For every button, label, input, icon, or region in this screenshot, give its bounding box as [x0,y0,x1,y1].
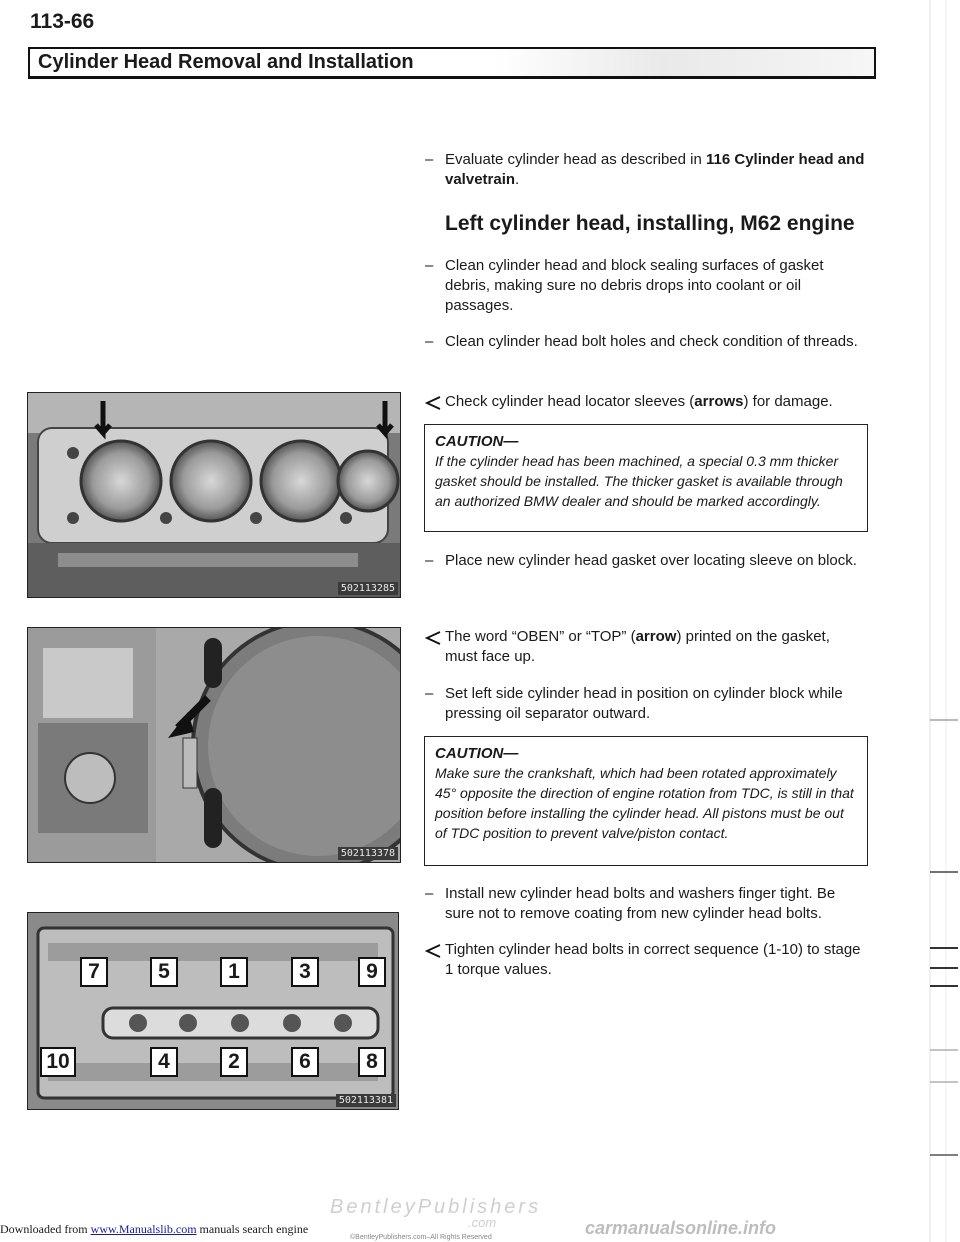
figure-pointer-icon [425,631,441,645]
photo-head-gasket [27,627,401,863]
bolt-number-label: 3 [291,957,319,987]
dash-bullet: – [425,885,434,902]
figure-pointer-icon [425,944,441,958]
photo-code: 502113378 [338,847,398,860]
bolt-number-label: 1 [220,957,248,987]
site-watermark: carmanualsonline.info [585,1218,777,1238]
photo-code: 502113285 [338,582,398,595]
reference-link: 116 Cylinder head and valvetrain [445,151,865,188]
bolt-number-label: 6 [291,1047,319,1077]
gasket-illustration [28,628,401,863]
download-footer: Downloaded from www.Manualslib.com manuals search engine [0,1222,309,1236]
dash-bullet: – [425,685,434,702]
engine-block-illustration [28,393,401,598]
page-title: Cylinder Head Removal and Installation [38,51,414,73]
dash-bullet: – [425,552,434,569]
bolt-number-label: 2 [220,1047,248,1077]
caution-title: CAUTION— [435,433,519,450]
bolt-number-label: 8 [358,1047,386,1077]
dash-bullet: – [425,333,434,350]
dash-bullet: – [425,151,434,168]
bolt-number-label: 10 [40,1047,76,1077]
bolt-number-label: 4 [150,1047,178,1077]
photo-code: 502113381 [336,1094,396,1107]
cylinder-head-illustration [28,913,399,1110]
bolt-number-label: 9 [358,957,386,987]
publisher-watermark: BentleyPublishers [330,1196,542,1218]
caution-title: CAUTION— [435,745,519,762]
bolt-number-label: 7 [80,957,108,987]
caution-body: If the cylinder head has been machined, a special 0.3 mm thicker gasket should be installed. The thicker gasket is available through an authorized BMW dealer and should be marked accordingly. [435,453,843,509]
copyright-notice: ©BentleyPublishers.com–All Rights Reserved [350,1234,492,1241]
page-header-bar [28,47,876,79]
dash-bullet: – [425,257,434,274]
page-number: 113-66 [30,10,95,33]
section-heading: Left cylinder head, installing, M62 engine [445,212,855,235]
caution-box [424,424,868,532]
caution-box [424,736,868,866]
photo-bolt-sequence [27,912,399,1110]
photo-cylinder-block [27,392,401,598]
figure-pointer-icon [425,396,441,410]
manualslib-link[interactable]: www.Manualslib.com [90,1222,197,1236]
margin-tab-marks [928,0,960,1242]
bolt-number-label: 5 [150,957,178,987]
publisher-watermark-domain: .com [468,1215,497,1230]
caution-body: Make sure the crankshaft, which had been rotated approximately 45° opposite the direction of engine rotation from TDC, is still in that position before installing the cylinder head. All pistons must be out of TDC position to prevent valve/piston contact. [435,765,854,841]
